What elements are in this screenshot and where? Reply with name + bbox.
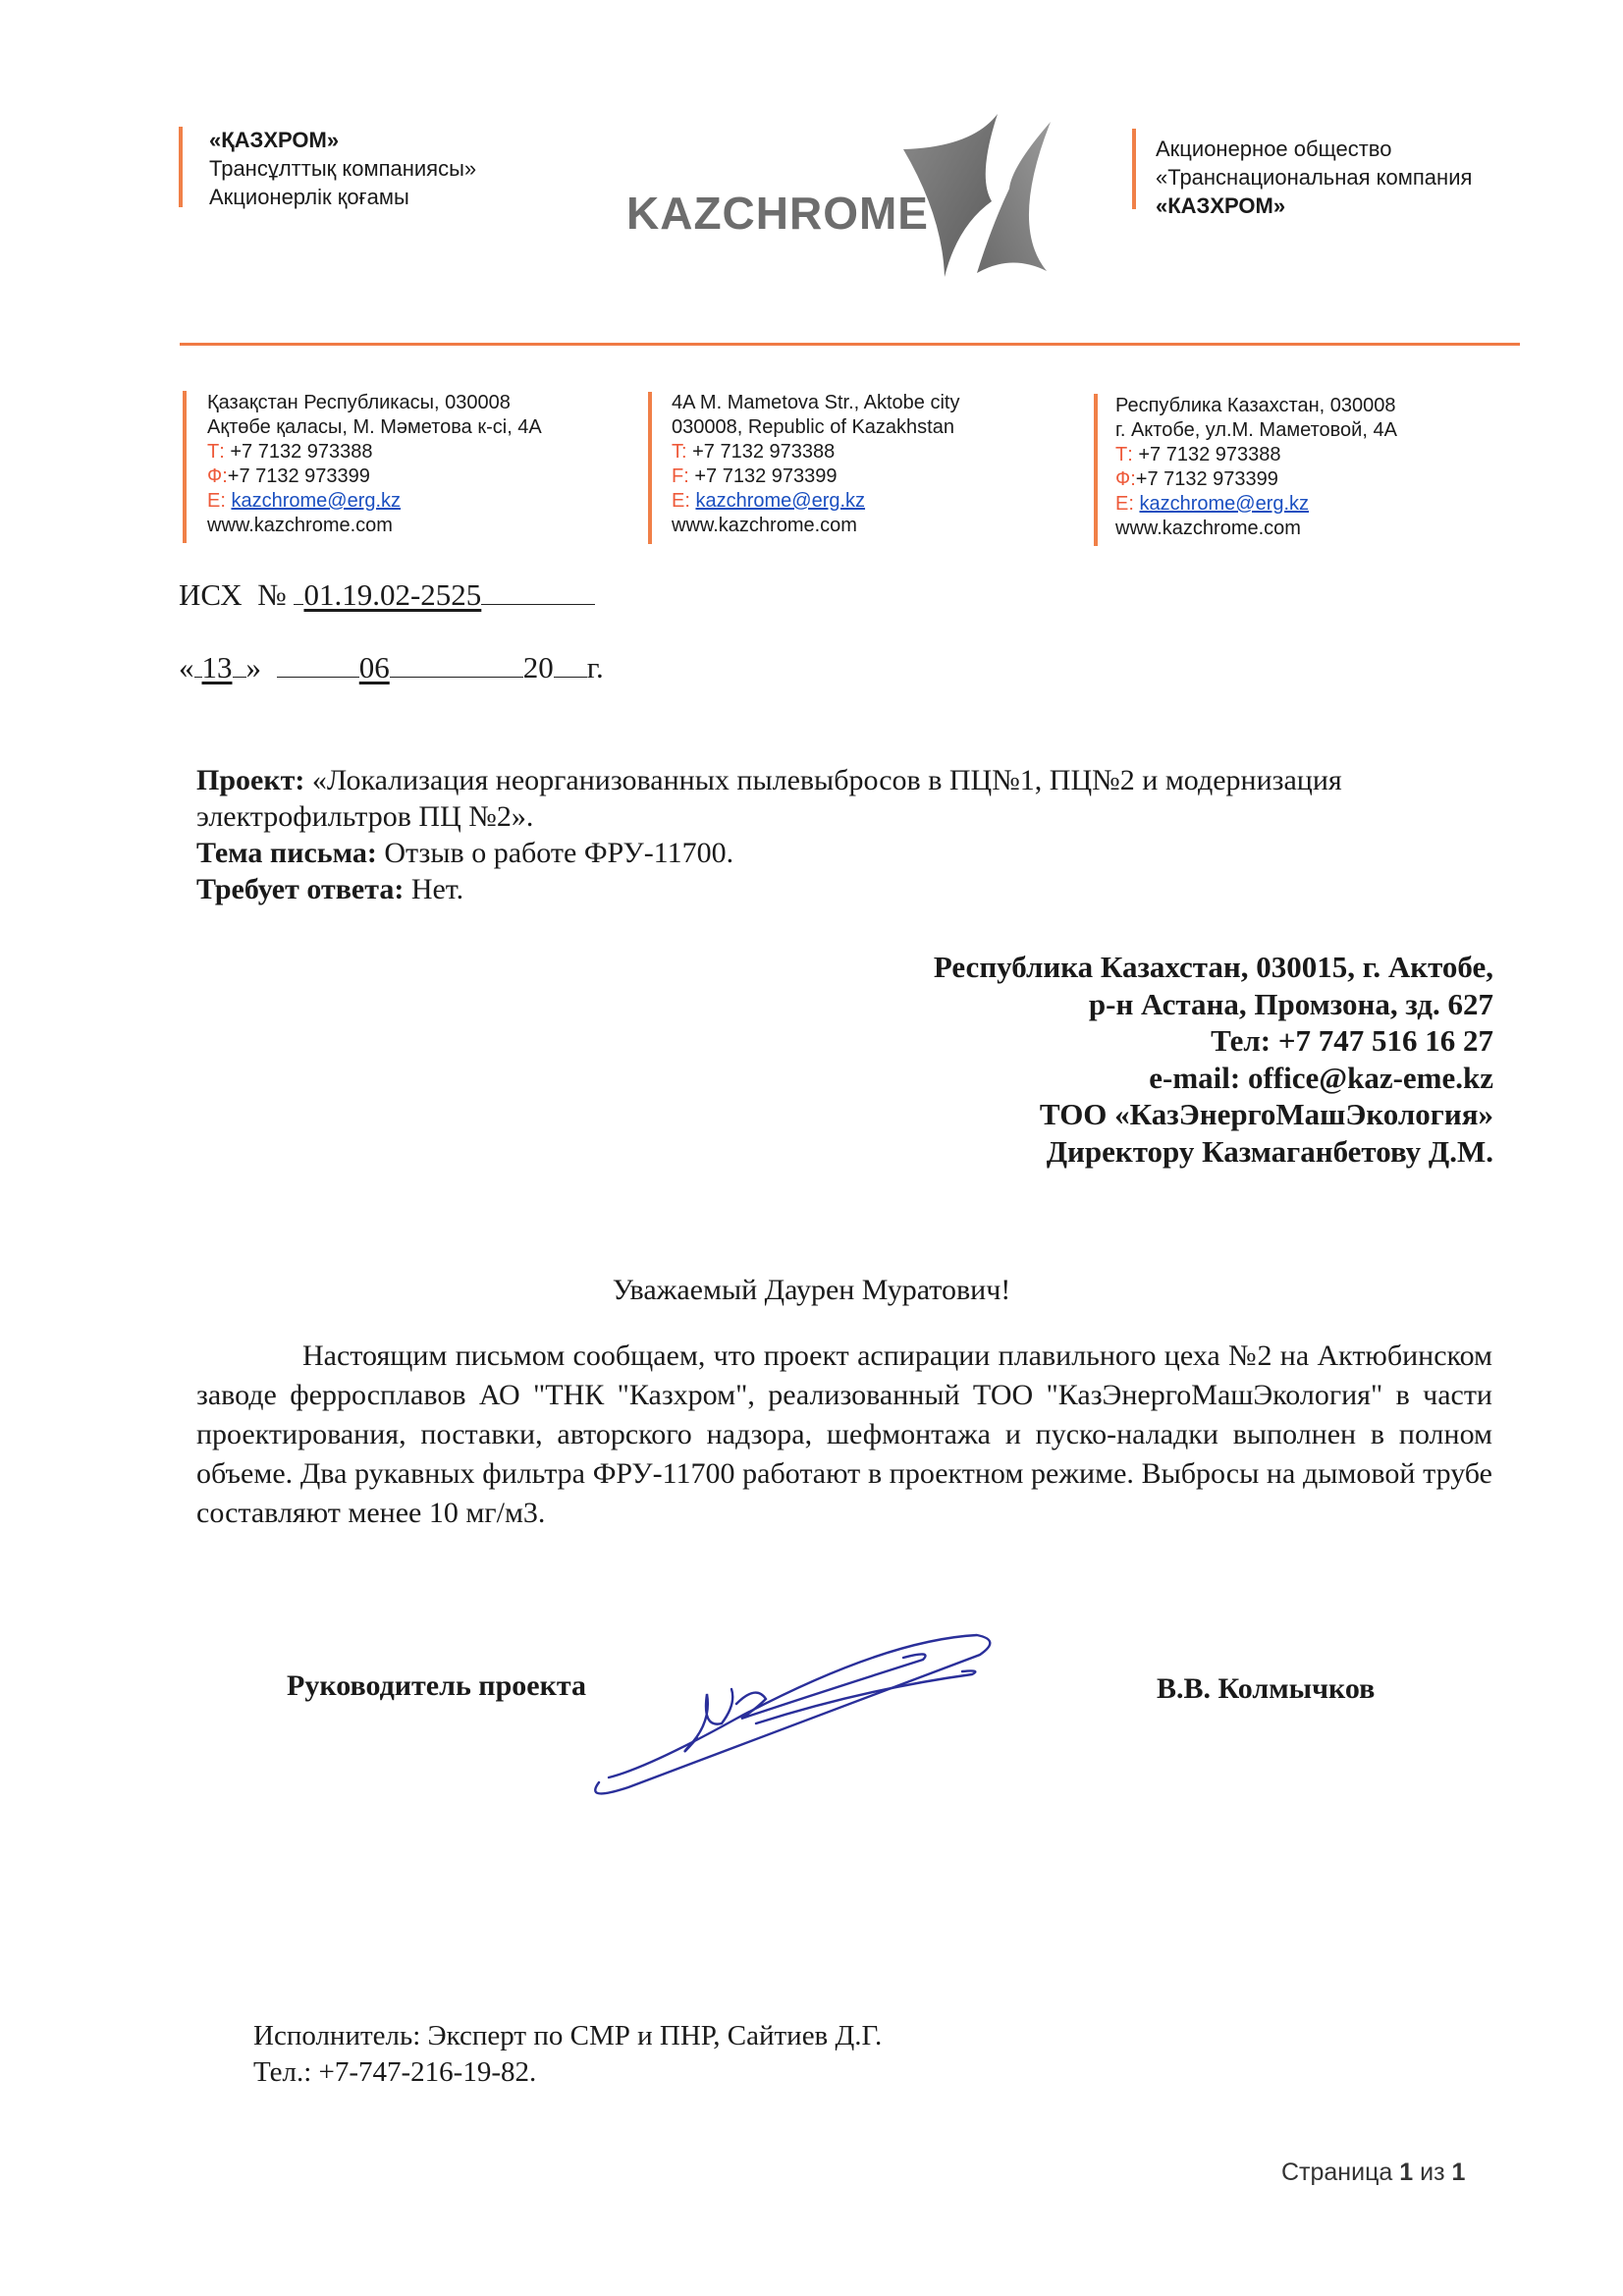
outgoing-number-value: 01.19.02-2525 <box>303 577 482 612</box>
page-current: 1 <box>1399 2159 1414 2186</box>
logo-text: KAZCHROME <box>626 188 929 239</box>
recipient-line: Республика Казахстан, 030015, г. Актобе, <box>933 950 1493 984</box>
contact-addr1: Республика Казахстан, 030008 <box>1115 395 1396 416</box>
contact-phone: T: +7 7132 973388 <box>672 441 836 463</box>
recipient-line: Тел: +7 747 516 16 27 <box>1211 1023 1493 1058</box>
letter-body: Настоящим письмом сообщаем, что проект аспирации плавильного цеха №2 на Актюбинском заводе ферросплавов АО "ТНК "Казхром", реализованный ТОО "КазЭнергоМашЭкология" в части проектирования, поставки, авторского надзора, шефмонтажа и пуско-наладки выполнен в полном объеме. Два рукавных фильтра ФРУ-11700 работают в проектном режиме. Выбросы на дымовой трубе составляют менее 10 мг/м3. <box>196 1339 1492 1529</box>
contact-fax: F: +7 7132 973399 <box>672 465 838 487</box>
contact-block-en <box>672 391 959 538</box>
contact-phone: Т: +7 7132 973388 <box>1115 444 1281 465</box>
date-month: 06 <box>358 650 390 684</box>
contact-block-ru <box>1115 394 1397 541</box>
contact-addr2: Ақтөбе қаласы, М. Мәметова к-сі, 4А <box>207 416 542 438</box>
contact-website[interactable]: www.kazchrome.com <box>1115 518 1301 539</box>
reply-label: Требует ответа: <box>196 873 405 905</box>
recipient-line: ТОО «КазЭнергоМашЭкология» <box>1039 1097 1493 1131</box>
contact-3-accent-bar <box>1094 394 1098 546</box>
page-total: 1 <box>1451 2159 1466 2186</box>
email-link[interactable]: kazchrome@erg.kz <box>231 490 402 512</box>
company-line1-ru: Акционерное общество <box>1156 137 1392 161</box>
recipient-line: Директору Казмаганбетову Д.М. <box>1046 1133 1493 1169</box>
reply-line <box>196 871 1492 907</box>
company-line2-kz: Трансұлттық компаниясы» <box>209 156 477 181</box>
contact-2-accent-bar <box>648 392 652 544</box>
outgoing-number-label: ИСХ № <box>179 577 287 612</box>
company-name-ru: «КАЗХРОМ» <box>1156 193 1286 218</box>
project-value: «Локализация неорганизованных пылевыбросов в ПЦ№1, ПЦ№2 и модернизация электрофильтров ПЦ №2». <box>196 764 1342 833</box>
executor-phone: Тел.: +7-747-216-19-82. <box>253 2056 537 2088</box>
email-link[interactable]: kazchrome@erg.kz <box>695 490 866 512</box>
subject-line <box>196 835 1492 871</box>
company-name-kz: «ҚАЗХРОМ» <box>209 128 340 152</box>
contact-fax: Ф:+7 7132 973399 <box>207 465 370 487</box>
executor-block <box>253 2018 882 2091</box>
handwritten-signature <box>589 1611 1001 1807</box>
project-line <box>196 762 1492 835</box>
contact-block-kz <box>207 391 542 538</box>
contact-addr2: г. Актобе, ул.М. Маметовой, 4А <box>1115 419 1397 441</box>
subject-label: Тема письма: <box>196 837 377 869</box>
contact-website[interactable]: www.kazchrome.com <box>672 515 857 536</box>
date-day: 13 <box>201 650 233 684</box>
header-right-accent-bar <box>1132 129 1136 209</box>
recipient-block <box>934 949 1493 1170</box>
contact-phone: Т: +7 7132 973388 <box>207 441 373 463</box>
recipient-line: р-н Астана, Промзона, зд. 627 <box>1088 986 1493 1021</box>
email-link[interactable]: kazchrome@erg.kz <box>1139 493 1310 515</box>
recipient-line: e-mail: office@kaz-eme.kz <box>1149 1060 1493 1095</box>
contact-email: Е: kazchrome@erg.kz <box>1115 493 1310 515</box>
executor-name: Исполнитель: Эксперт по СМР и ПНР, Сайтиев Д.Г. <box>253 2020 883 2051</box>
letter-date: « 13 » 06 20 г. <box>179 647 604 685</box>
page-number: Страница 1 из 1 <box>1281 2159 1466 2186</box>
contact-website[interactable]: www.kazchrome.com <box>207 515 393 536</box>
greeting: Уважаемый Даурен Муратович! <box>612 1274 1011 1306</box>
outgoing-number <box>179 574 595 613</box>
contact-fax: Ф:+7 7132 973399 <box>1115 468 1278 490</box>
logo-star-icon <box>884 108 1060 285</box>
header-right-company <box>1156 135 1472 220</box>
header-left-accent-bar <box>179 127 183 207</box>
contact-addr1: 4A M. Mametova Str., Aktobe city <box>672 392 960 413</box>
header-left-company <box>209 126 476 211</box>
signatory-role: Руководитель проекта <box>287 1669 586 1702</box>
contact-1-accent-bar <box>183 391 187 543</box>
header-divider <box>180 343 1520 346</box>
company-line3-kz: Акционерлік қоғамы <box>209 185 409 209</box>
reply-value: Нет. <box>404 873 464 905</box>
contact-email: Е: kazchrome@erg.kz <box>207 490 402 512</box>
subject-value: Отзыв о работе ФРУ-11700. <box>376 837 734 869</box>
signatory-name: В.В. Колмычков <box>1157 1672 1376 1705</box>
project-label: Проект: <box>196 764 305 796</box>
letter-meta <box>196 762 1492 907</box>
contact-addr2: 030008, Republic of Kazakhstan <box>672 416 954 438</box>
contact-addr1: Қазақстан Республикасы, 030008 <box>207 392 511 413</box>
contact-email: E: kazchrome@erg.kz <box>672 490 866 512</box>
date-year-prefix: 20 <box>522 650 554 684</box>
company-line2-ru: «Транснациональная компания <box>1156 165 1473 190</box>
